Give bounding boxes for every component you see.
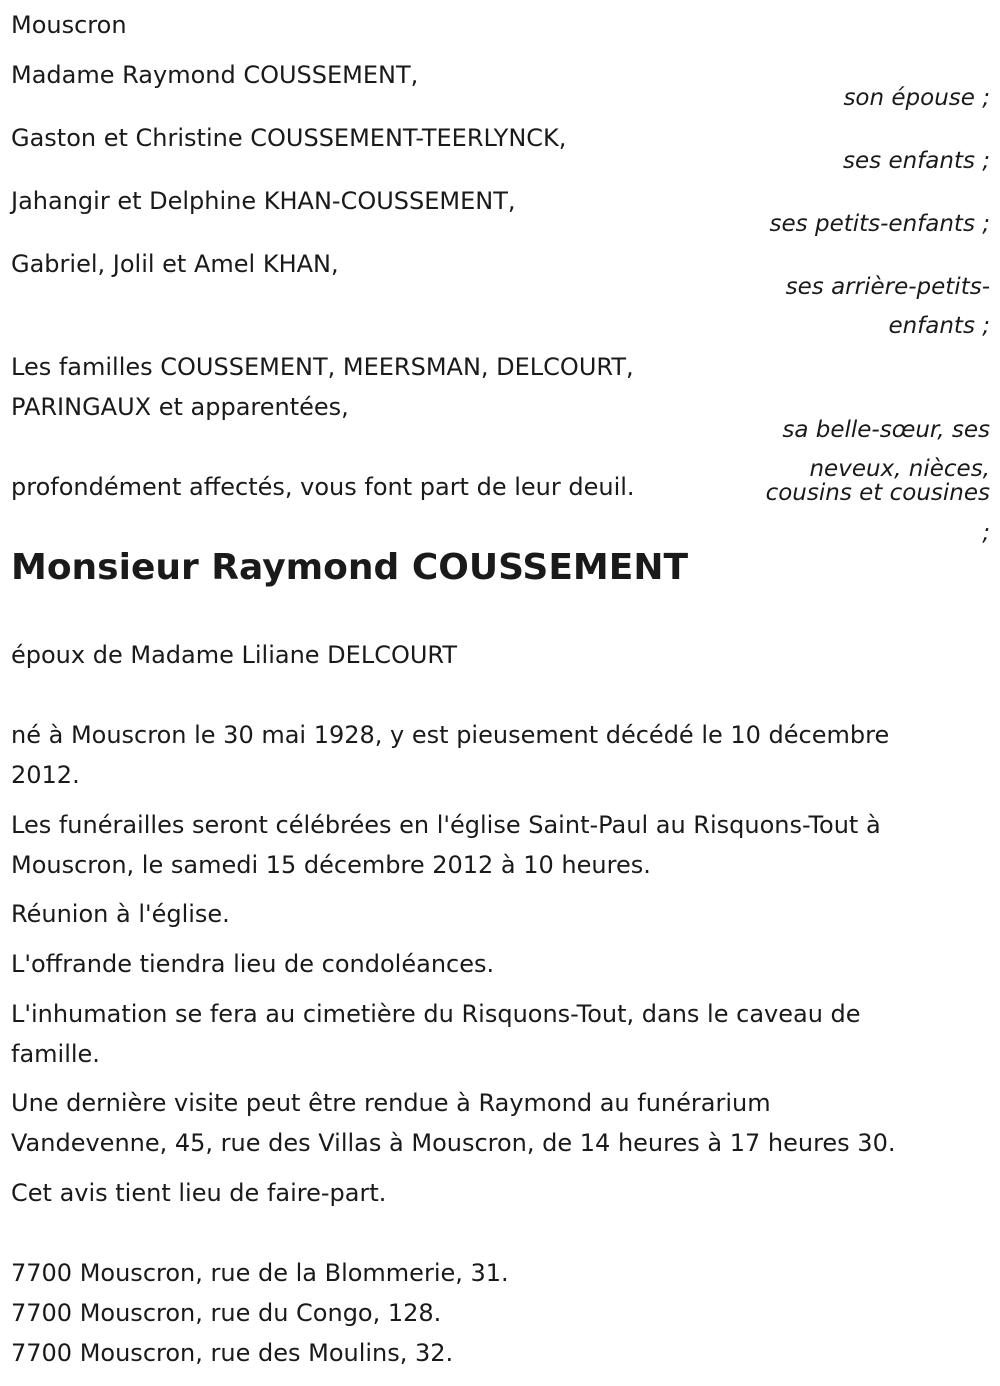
relation-families-line1: sa belle-sœur, ses: [782, 417, 990, 443]
relation-families-line2: neveux, nièces,: [809, 456, 990, 482]
notice-line: Cet avis tient lieu de faire-part.: [11, 1179, 387, 1207]
family-member-families-line2: PARINGAUX et apparentées,: [11, 393, 349, 421]
visit-line1: Une dernière visite peut être rendue à Raymond au funérarium: [11, 1089, 771, 1117]
relation-great-grandchildren-line1: ses arrière-petits-: [785, 274, 990, 300]
address-1: 7700 Mouscron, rue de la Blommerie, 31.: [11, 1259, 509, 1287]
address-2: 7700 Mouscron, rue du Congo, 128.: [11, 1299, 442, 1327]
birth-death-line2: 2012.: [11, 761, 80, 789]
offering-line: L'offrande tiendra lieu de condoléances.: [11, 950, 495, 978]
funeral-line1: Les funérailles seront célébrées en l'église Saint-Paul au Risquons-Tout à: [11, 811, 881, 839]
spouse-line: époux de Madame Liliane DELCOURT: [11, 641, 457, 669]
relation-spouse: son épouse ;: [843, 85, 990, 111]
closing-line: profondément affectés, vous font part de leur deuil.: [11, 473, 635, 501]
address-3: 7700 Mouscron, rue des Moulins, 32.: [11, 1339, 454, 1367]
family-member-spouse: Madame Raymond COUSSEMENT,: [11, 61, 419, 89]
family-member-families-line1: Les familles COUSSEMENT, MEERSMAN, DELCOURT,: [11, 353, 634, 381]
relation-great-grandchildren-line2: enfants ;: [888, 313, 990, 339]
relation-grandchildren: ses petits-enfants ;: [769, 211, 990, 237]
deceased-name: Monsieur Raymond COUSSEMENT: [11, 547, 689, 588]
reunion-line: Réunion à l'église.: [11, 900, 230, 928]
relation-families-line3: cousins et cousines: [765, 480, 990, 506]
relation-families-line4: ;: [982, 520, 990, 546]
relation-children: ses enfants ;: [843, 148, 990, 174]
family-member-great-grandchildren: Gabriel, Jolil et Amel KHAN,: [11, 250, 339, 278]
burial-line1: L'inhumation se fera au cimetière du Risquons-Tout, dans le caveau de: [11, 1000, 861, 1028]
burial-line2: famille.: [11, 1040, 100, 1068]
visit-line2: Vandevenne, 45, rue des Villas à Mouscron, de 14 heures à 17 heures 30.: [11, 1129, 896, 1157]
city-heading: Mouscron: [11, 11, 127, 39]
birth-death-line1: né à Mouscron le 30 mai 1928, y est pieusement décédé le 10 décembre: [11, 721, 890, 749]
family-member-children: Gaston et Christine COUSSEMENT-TEERLYNCK,: [11, 124, 567, 152]
funeral-line2: Mouscron, le samedi 15 décembre 2012 à 10 heures.: [11, 851, 651, 879]
family-member-grandchildren: Jahangir et Delphine KHAN-COUSSEMENT,: [11, 187, 516, 215]
